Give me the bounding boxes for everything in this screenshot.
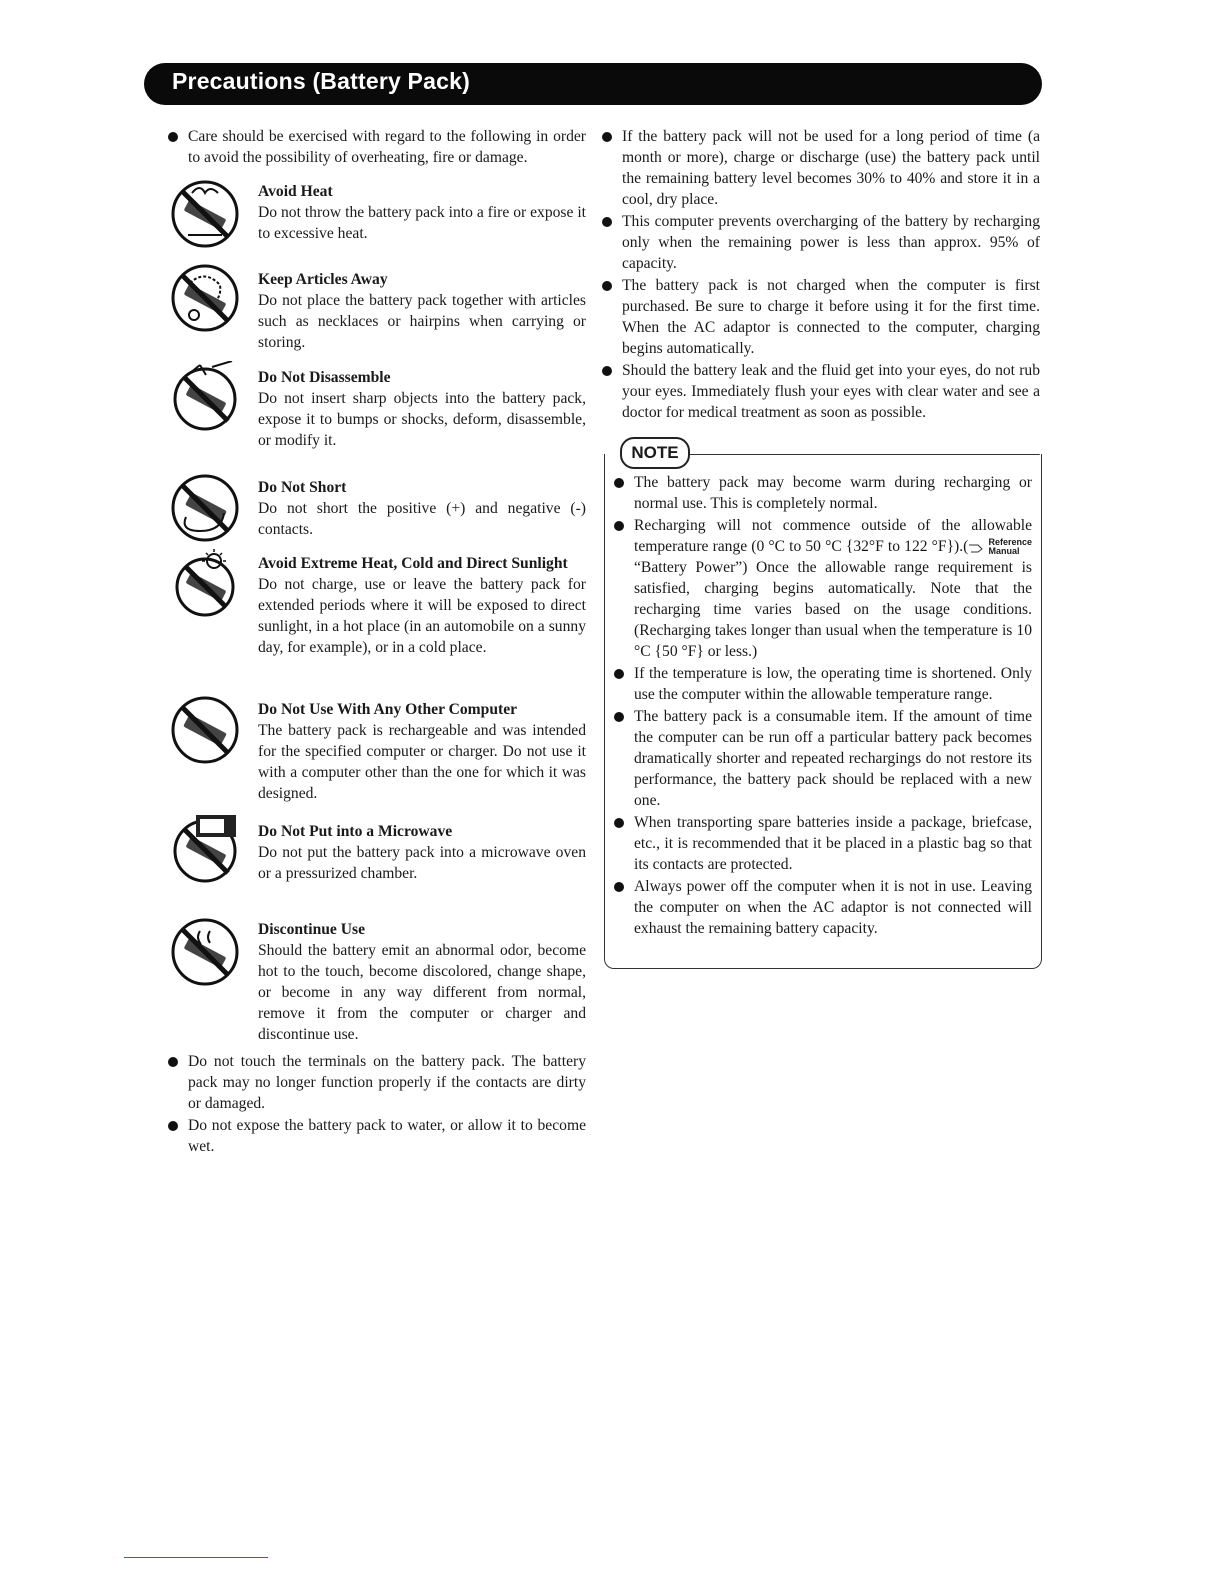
- reference-pointer-icon: [968, 541, 984, 553]
- warning-title: Discontinue Use: [258, 921, 365, 938]
- note-text-continued: “Battery Power”) Once the allowable range requirement is satisfied, charging begins automatically. Note that the recharging time varies based on the usage conditions. (Recharging takes longer than usual when the temperature is 10 °C {50 °F} or less.): [634, 559, 1032, 660]
- warning-text: Do not place the battery pack together with articles such as necklaces or hairpins when carrying or storing.: [258, 292, 586, 351]
- bullet-icon: [614, 478, 624, 488]
- note-item: [612, 472, 1032, 514]
- bullet-icon: [614, 882, 624, 892]
- note-text: If the temperature is low, the operating time is shortened. Only use the computer within the allowable temperature range.: [634, 665, 1032, 703]
- warning-text: Do not insert sharp objects into the battery pack, expose it to bumps or shocks, deform, disassemble, or modify it.: [258, 390, 586, 449]
- reference-label-bottom: Manual: [988, 546, 1020, 557]
- no-other-computer-icon: [170, 695, 240, 765]
- warning-title: Do Not Short: [258, 479, 347, 496]
- reference-label-top: Reference: [988, 537, 1032, 548]
- note-text: The battery pack is a consumable item. If the amount of time the computer can be run off a particular battery pack becomes dramatically shorter and repeated rechargings do not restore its performance, the battery pack should be replaced with a new one.: [634, 708, 1032, 809]
- note-item: [612, 515, 1032, 662]
- warning-no-other-computer: [166, 699, 586, 817]
- bullet-text: If the battery pack will not be used for a long period of time (a month or more), charge or discharge (use) the battery pack until the remaining battery level becomes 30% to 40% and store it in a cool, dry place.: [622, 128, 1040, 208]
- warning-title: Do Not Disassemble: [258, 369, 391, 386]
- bullet-icon: [602, 217, 612, 227]
- warning-text: Should the battery emit an abnormal odor, become hot to the touch, become discolored, change shape, or become in any way different from normal, remove it from the computer or charger and discontinue use.: [258, 942, 586, 1043]
- warning-no-microwave: [166, 821, 586, 917]
- footer-rule: [124, 1557, 268, 1558]
- warning-title: Keep Articles Away: [258, 271, 388, 288]
- note-item: [612, 812, 1032, 875]
- bullet-icon: [168, 1057, 178, 1067]
- note-item: [612, 663, 1032, 705]
- warning-text: Do not throw the battery pack into a fire or expose it to excessive heat.: [258, 204, 586, 242]
- warning-do-not-disassemble: [166, 367, 586, 475]
- warning-title: Avoid Heat: [258, 183, 333, 200]
- note-box-border: [688, 454, 1040, 455]
- bullet-icon: [614, 521, 624, 531]
- note-list: [612, 472, 1032, 940]
- bullet-water: [166, 1115, 586, 1157]
- warning-avoid-heat: [166, 181, 586, 265]
- bullet-terminals: [166, 1051, 586, 1114]
- bullet-text: Do not touch the terminals on the battery pack. The battery pack may no longer function properly if the contacts are dirty or damaged.: [188, 1053, 586, 1112]
- bullet-first-charge: [600, 275, 1040, 359]
- bullet-text: This computer prevents overcharging of the battery by recharging only when the remaining power is less than approx. 95% of capacity.: [622, 213, 1040, 272]
- note-text: The battery pack may become warm during recharging or normal use. This is completely normal.: [634, 474, 1032, 512]
- intro-bullet: [166, 126, 586, 168]
- no-disassemble-icon: [170, 361, 240, 431]
- bullet-icon: [614, 712, 624, 722]
- warning-text: Do not charge, use or leave the battery pack for extended periods where it will be exposed to direct sunlight, in a hot place (in an automobile on a sunny day, for example), or in a cold place.: [258, 576, 586, 656]
- no-sunlight-icon: [170, 547, 240, 617]
- section-header-bar: [144, 63, 1042, 105]
- bullet-icon: [168, 132, 178, 142]
- note-text: Recharging will not commence outside of the allowable temperature range (0 °C to 50 °C {32°F to 122 °F}).(: [634, 517, 1032, 555]
- warning-discontinue-use: [166, 919, 586, 1045]
- note-text: When transporting spare batteries inside a package, briefcase, etc., it is recommended that it be placed in a plastic bag so that its contacts are protected.: [634, 814, 1032, 873]
- warning-title: Avoid Extreme Heat, Cold and Direct Sunlight: [258, 555, 568, 572]
- no-short-icon: [170, 473, 240, 543]
- warning-avoid-extreme-temperatures: [166, 553, 586, 697]
- no-metal-articles-icon: [170, 263, 240, 333]
- left-column: [166, 126, 586, 1158]
- bullet-icon: [602, 366, 612, 376]
- bullet-icon: [602, 132, 612, 142]
- bullet-long-storage: [600, 126, 1040, 210]
- bullet-icon: [614, 669, 624, 679]
- note-text: Always power off the computer when it is not in use. Leaving the computer on when the AC adaptor is not connected will exhaust the remaining battery capacity.: [634, 878, 1032, 937]
- warning-do-not-short: [166, 477, 586, 551]
- warning-title: Do Not Put into a Microwave: [258, 823, 453, 840]
- bullet-overcharging: [600, 211, 1040, 274]
- page-title: Precautions (Battery Pack): [172, 68, 470, 94]
- right-column: [600, 126, 1040, 424]
- bullet-leak: [600, 360, 1040, 423]
- bullet-icon: [168, 1121, 178, 1131]
- bullet-text: Should the battery leak and the fluid get into your eyes, do not rub your eyes. Immediately flush your eyes with clear water and see a doctor for medical treatment as soon as possible.: [622, 362, 1040, 421]
- warning-text: Do not short the positive (+) and negative (-) contacts.: [258, 500, 586, 538]
- discontinue-use-icon: [170, 917, 240, 987]
- note-badge: NOTE: [620, 437, 690, 469]
- note-item: [612, 706, 1032, 811]
- bullet-text: Do not expose the battery pack to water, or allow it to become wet.: [188, 1117, 586, 1155]
- bullet-icon: [602, 281, 612, 291]
- bullet-icon: [614, 818, 624, 828]
- bullet-text: The battery pack is not charged when the computer is first purchased. Be sure to charge it before using it for the first time. When the AC adaptor is connected to the computer, charging begins automatically.: [622, 277, 1040, 357]
- intro-text: Care should be exercised with regard to the following in order to avoid the possibility of overheating, fire or damage.: [188, 128, 586, 166]
- warning-text: The battery pack is rechargeable and was intended for the specified computer or charger. Do not use it with a computer other than the one for which it was designed.: [258, 722, 586, 802]
- note-item: [612, 876, 1032, 939]
- reference-manual-icon: [988, 538, 1032, 556]
- warning-text: Do not put the battery pack into a microwave oven or a pressurized chamber.: [258, 844, 586, 882]
- no-microwave-icon: [170, 813, 240, 883]
- warning-title: Do Not Use With Any Other Computer: [258, 701, 518, 718]
- warning-keep-articles-away: [166, 269, 586, 365]
- no-fire-icon: [170, 179, 240, 249]
